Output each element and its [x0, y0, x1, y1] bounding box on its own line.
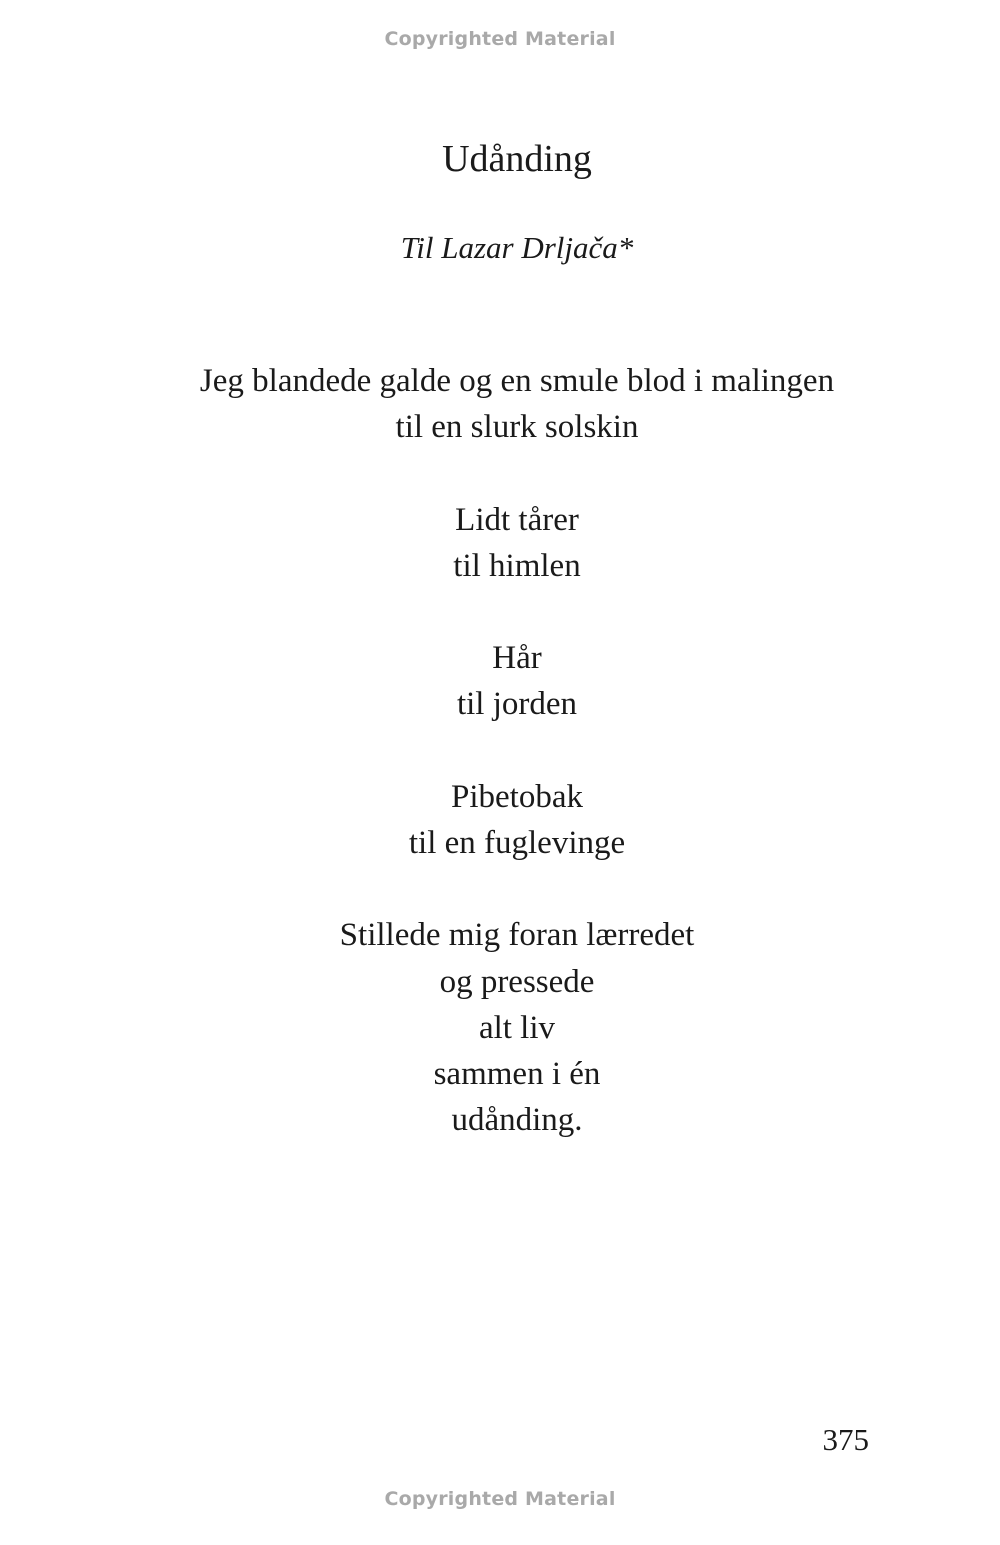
stanza [0, 497, 1000, 589]
poem-line: til himlen [453, 547, 581, 584]
poem-line: sammen i én [433, 1055, 601, 1092]
poem-line: Lidt tårer [455, 501, 579, 538]
stanza [0, 774, 1000, 866]
poem-line: og pressede [439, 963, 595, 1000]
watermark-bottom: Copyrighted Material [384, 1488, 616, 1510]
poem-line: Pibetobak [451, 778, 583, 815]
poem-body [0, 358, 1000, 1190]
stanza [0, 635, 1000, 727]
page-number: 375 [822, 1422, 869, 1457]
poem-line: til en fuglevinge [408, 824, 626, 861]
poem-line: udånding. [451, 1102, 583, 1139]
poem-line: Hår [492, 640, 542, 677]
stanza [0, 358, 1000, 450]
poem-line: til jorden [456, 686, 578, 723]
poem-line: til en slurk solskin [395, 409, 639, 446]
watermark-top: Copyrighted Material [384, 28, 616, 50]
poem-line: Jeg blandede galde og en smule blod i malingen [199, 363, 835, 399]
poem-line: Stillede mig foran lærredet [339, 917, 695, 954]
stanza [0, 912, 1000, 1143]
poem-dedication: Til Lazar Drljača* [400, 230, 634, 265]
poem-line: alt liv [478, 1009, 556, 1046]
poem-title: Udånding [442, 138, 592, 180]
